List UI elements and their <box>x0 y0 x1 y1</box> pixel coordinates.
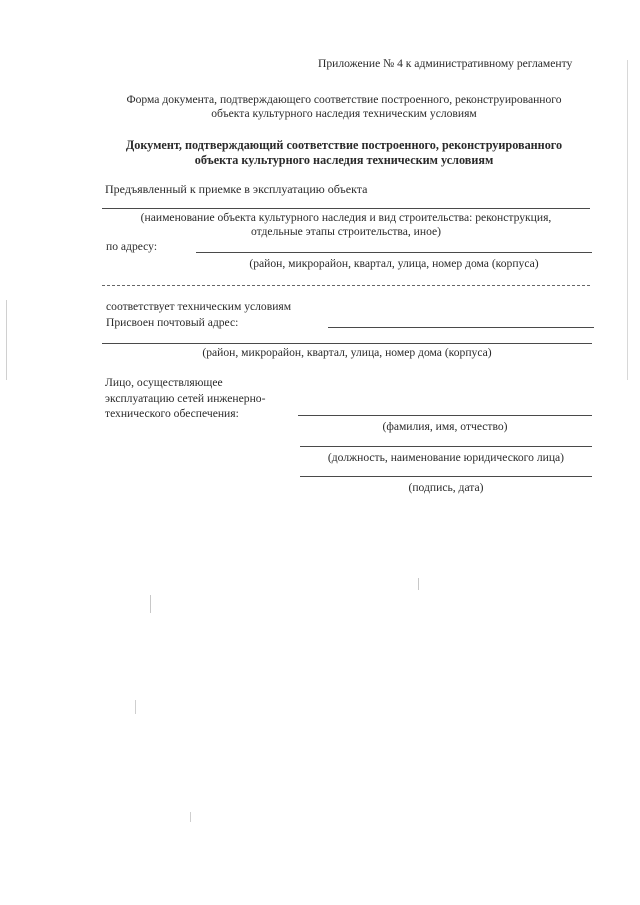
address-hint: (район, микрорайон, квартал, улица, номер дома (корпуса) <box>249 257 539 270</box>
scan-speck <box>135 700 136 714</box>
form-caption-line-2: объекта культурного наследия техническим условиям <box>211 107 477 120</box>
document-title-line-2: объекта культурного наследия техническим условиям <box>194 153 494 167</box>
position-hint: (должность, наименование юридического лица) <box>327 451 565 464</box>
postal-address-label: Присвоен почтовый адрес: <box>106 316 239 329</box>
signature-line <box>300 476 592 477</box>
presented-label: Предъявленный к приемке в эксплуатацию объекта <box>105 182 368 196</box>
object-name-hint-line-2: отдельные этапы строительства, иное) <box>250 225 442 238</box>
conforms-text: соответствует техническим условиям <box>106 300 292 313</box>
document-title-line-1: Документ, подтверждающий соответствие построенного, реконструированного <box>125 138 563 152</box>
scan-speck <box>418 578 419 590</box>
object-name-hint-line-1: (наименование объекта культурного наследия и вид строительства: реконструкция, <box>140 211 552 224</box>
object-name-line <box>102 208 590 209</box>
operator-label-line-3: технического обеспечения: <box>105 407 239 420</box>
scan-speck <box>150 595 151 613</box>
scan-speck <box>6 300 7 380</box>
form-caption <box>96 93 592 121</box>
separator-line <box>102 285 590 286</box>
scan-speck <box>190 812 191 822</box>
operator-label <box>105 375 265 422</box>
scan-speck <box>627 60 628 380</box>
name-line <box>298 415 592 416</box>
position-line <box>300 446 592 447</box>
document-title <box>96 138 592 168</box>
address-label: по адресу: <box>106 240 158 253</box>
appendix-header: Приложение № 4 к административному регламенту <box>318 57 573 70</box>
address-line <box>196 252 592 253</box>
signature-hint: (подпись, дата) <box>408 481 484 494</box>
postal-address-line <box>328 327 594 328</box>
operator-label-line-1: Лицо, осуществляющее <box>105 376 223 389</box>
postal-address-hint: (район, микрорайон, квартал, улица, номер дома (корпуса) <box>202 346 492 359</box>
name-hint: (фамилия, имя, отчество) <box>382 420 508 433</box>
object-name-hint <box>104 211 588 239</box>
form-caption-line-1: Форма документа, подтверждающего соответствие построенного, реконструированного <box>126 93 562 106</box>
postal-address-line-2 <box>102 343 592 344</box>
operator-label-line-2: эксплуатацию сетей инженерно- <box>105 391 266 405</box>
